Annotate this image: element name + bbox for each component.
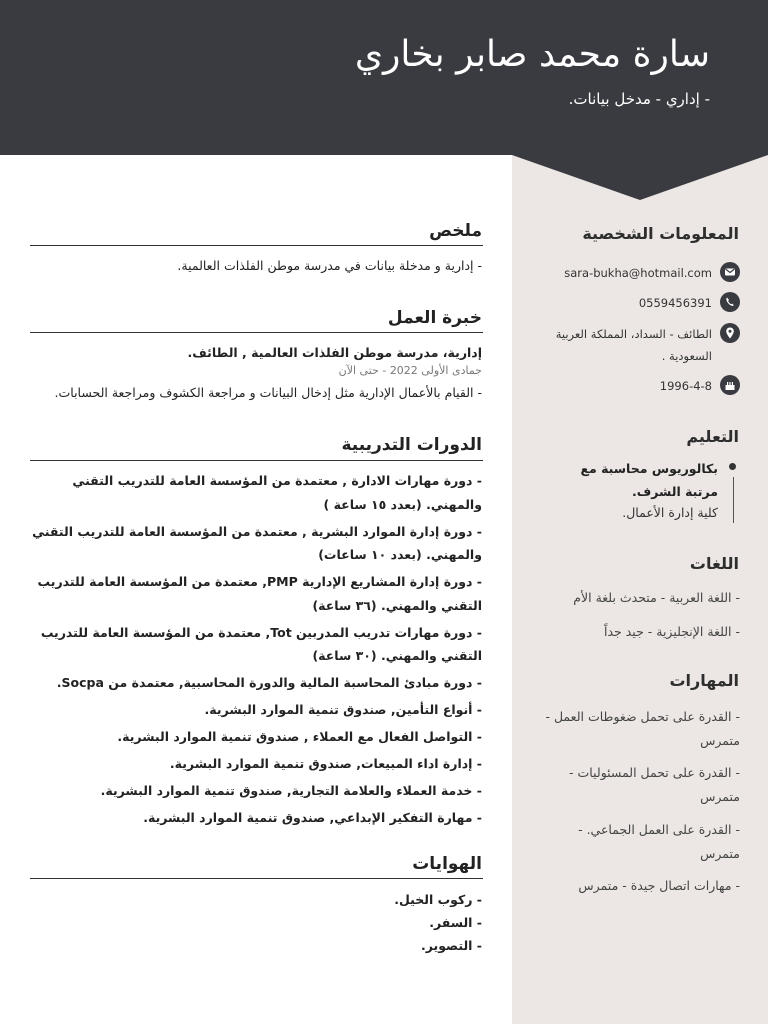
courses-list <box>22 469 482 833</box>
contact-phone <box>526 292 740 314</box>
job-title: إدارية، مدرسة موطن الفلذات العالمية , الطائف. <box>187 345 482 360</box>
section-divider <box>30 460 483 461</box>
section-divider <box>30 332 483 333</box>
experience-title: خبرة العمل <box>387 308 482 328</box>
resume-header <box>0 0 768 155</box>
course-item: - التواصل الفعال مع العملاء , صندوق تنمية الموارد البشرية. <box>117 729 482 744</box>
hobbies-title: الهوايات <box>412 854 482 874</box>
phone-text[interactable]: 0559456391 <box>638 296 712 310</box>
hobby-item: - التصوير. <box>421 938 482 953</box>
course-item: - دورة مهارات تدريب المدربين Tot, معتمدة من المؤسسة العامة للتدريب التقني والمهني. (٣٠ ساعة) <box>40 624 482 663</box>
education-title: التعليم <box>686 427 739 446</box>
location-icon <box>720 323 740 343</box>
hobbies-list <box>282 888 482 957</box>
course-item: - دورة مبادئ المحاسبة المالية والدورة المحاسبية, معتمدة من Socpa. <box>56 675 482 690</box>
courses-title: الدورات التدريبية <box>341 435 482 455</box>
address-text: الطائف - السداد، المملكة العربية السعودية . <box>555 327 712 363</box>
contact-address <box>526 323 740 367</box>
job-date: جمادى الأولى 2022 - حتى الآن <box>338 364 482 377</box>
course-item: - دورة إدارة الموارد البشرية , معتمدة من المؤسسة العامة للتدريب التقني والمهني. (بعدد ١٠ ساعات) <box>32 523 482 562</box>
candidate-headline: - إداري - مدخل بيانات. <box>568 90 710 108</box>
timeline-line <box>733 477 734 523</box>
birthday-icon <box>720 375 740 395</box>
section-divider <box>30 878 483 879</box>
language-item: - اللغة الإنجليزية - جيد جداً <box>604 624 740 639</box>
skills-title: المهارات <box>669 671 739 690</box>
course-item: - إدارة اداء المبيعات, صندوق تنمية الموارد البشرية. <box>169 756 482 771</box>
languages-title: اللغات <box>689 554 739 573</box>
email-text[interactable]: sara-bukha@hotmail.com <box>564 266 712 280</box>
timeline-dot <box>729 463 736 470</box>
personal-info-title: المعلومات الشخصية <box>582 224 739 243</box>
phone-icon <box>720 292 740 312</box>
email-icon <box>720 262 740 282</box>
summary-text: - إدارية و مدخلة بيانات في مدرسة موطن الفلذات العالمية. <box>177 258 482 273</box>
hobby-item: - السفر. <box>429 915 482 930</box>
course-item: - مهارة التفكير الإبداعي, صندوق تنمية الموارد البشرية. <box>143 810 482 825</box>
course-item: - أنواع التأمين, صندوق تنمية الموارد البشرية. <box>204 702 482 717</box>
course-item: - خدمة العملاء والعلامة التجارية, صندوق تنمية الموارد البشرية. <box>100 783 482 798</box>
birthdate-text: 1996-4-8 <box>659 379 712 393</box>
hobby-item: - ركوب الخيل. <box>394 892 482 907</box>
language-item: - اللغة العربية - متحدث بلغة الأم <box>573 590 740 605</box>
course-item: - دورة مهارات الادارة , معتمدة من المؤسسة العامة للتدريب التقني والمهني. (بعدد ١٥ ساعة ) <box>72 473 482 512</box>
course-item: - دورة إدارة المشاريع الإدارية PMP, معتمدة من المؤسسة العامة للتدريب التقني والمهني. (٣٦ ساعة) <box>37 574 482 613</box>
candidate-name: سارة محمد صابر بخاري <box>354 34 710 75</box>
summary-title: ملخص <box>429 221 482 241</box>
section-divider <box>30 245 483 246</box>
education-degree: بكالوريوس محاسبة مع مرتبة الشرف. <box>580 461 718 499</box>
job-description: - القيام بالأعمال الإدارية مثل إدخال البيانات و مراجعة الكشوف ومراجعة الحسابات. <box>54 385 482 400</box>
skill-item: - القدرة على تحمل المسئوليات - متمرس <box>569 765 740 804</box>
skill-item: - مهارات اتصال جيدة - متمرس <box>578 878 740 893</box>
contact-birthdate <box>526 375 740 397</box>
contact-email <box>526 262 740 284</box>
education-school: كلية إدارة الأعمال. <box>622 505 718 520</box>
skill-item: - القدرة على العمل الجماعي. - متمرس <box>578 822 740 861</box>
skill-item: - القدرة على تحمل ضغوطات العمل - متمرس <box>545 709 740 748</box>
